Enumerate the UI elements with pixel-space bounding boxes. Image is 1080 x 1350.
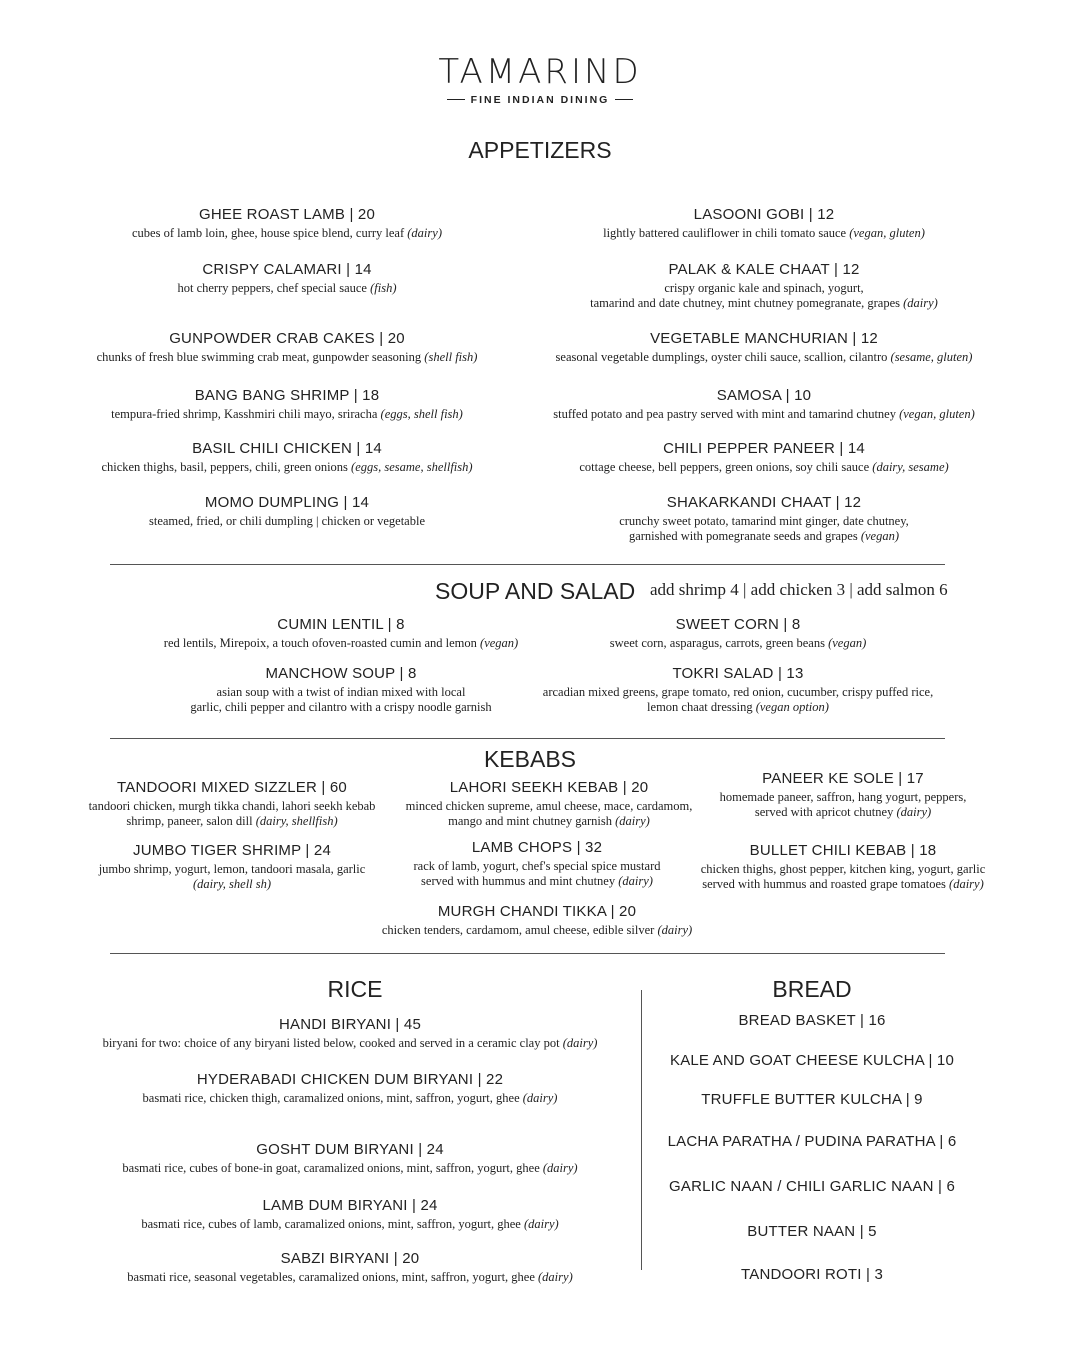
menu-item bbox=[67, 387, 507, 422]
item-dietary-tag: (dairy) bbox=[896, 805, 932, 819]
item-dietary-tag: (vegan) bbox=[480, 636, 519, 650]
item-dietary-tag: (dairy) bbox=[542, 1161, 578, 1175]
item-name: CHILI PEPPER PANEER | 14 bbox=[663, 440, 865, 457]
menu-item bbox=[698, 770, 988, 820]
menu-item bbox=[534, 440, 994, 475]
appetizers-title: APPETIZERS bbox=[468, 137, 612, 163]
item-desc-text: red lentils, Mirepoix, a touch ofoven-roasted cumin and lemon bbox=[163, 636, 477, 650]
item-desc-text: stuffed potato and pea pastry served with mint and tamarind chutney bbox=[553, 407, 896, 421]
item-name: BASIL CHILI CHICKEN | 14 bbox=[192, 440, 382, 457]
rice-bread-divider bbox=[641, 990, 642, 1270]
item-desc bbox=[367, 923, 707, 938]
item-desc-text: jumbo shrimp, yogurt, lemon, tandoori masala, garlic bbox=[98, 862, 366, 876]
tagline-dash-left bbox=[447, 99, 465, 100]
item-desc-text: served with hummus and roasted grape tomatoes bbox=[702, 877, 946, 891]
item-desc bbox=[518, 636, 958, 651]
item-desc bbox=[534, 514, 994, 529]
item-desc-line2 bbox=[698, 805, 988, 820]
menu-item bbox=[534, 261, 994, 311]
item-dietary-tag: (dairy, shellfish) bbox=[255, 814, 338, 828]
item-desc-text: cottage cheese, bell peppers, green onions, soy chili sauce bbox=[579, 460, 870, 474]
brand-tagline: FINE INDIAN DINING bbox=[470, 94, 610, 106]
menu-item bbox=[67, 494, 507, 529]
item-desc-text: crispy organic kale and spinach, yogurt, bbox=[664, 281, 864, 295]
item-dietary-tag: (eggs, sesame, shellfish) bbox=[351, 460, 473, 474]
menu-item bbox=[534, 330, 994, 365]
menu-item bbox=[121, 665, 561, 715]
menu-item bbox=[397, 839, 677, 889]
item-dietary-tag: (dairy, shell sh) bbox=[192, 877, 272, 891]
bread-item: BUTTER NAAN | 5 bbox=[747, 1223, 877, 1240]
menu-item bbox=[67, 206, 507, 241]
item-desc-text: mango and mint chutney garnish bbox=[448, 814, 612, 828]
menu-item bbox=[518, 665, 958, 715]
item-dietary-tag: (vegan, gluten) bbox=[849, 226, 925, 240]
item-name: TOKRI SALAD | 13 bbox=[672, 665, 804, 682]
item-name: MURGH CHANDI TIKKA | 20 bbox=[437, 903, 637, 920]
item-desc bbox=[67, 514, 507, 529]
item-dietary-tag: (dairy) bbox=[538, 1270, 573, 1284]
item-desc-text: hot cherry peppers, chef special sauce bbox=[177, 281, 367, 295]
item-name: GHEE ROAST LAMB | 20 bbox=[198, 206, 375, 223]
item-desc bbox=[534, 350, 994, 365]
menu-item bbox=[394, 779, 704, 829]
item-desc bbox=[70, 1270, 630, 1285]
item-desc-text: homemade paneer, saffron, hang yogurt, peppers, bbox=[719, 790, 967, 804]
item-name: TANDOORI MIXED SIZZLER | 60 bbox=[117, 779, 347, 796]
item-name: LAMB CHOPS | 32 bbox=[471, 839, 603, 856]
item-name: MANCHOW SOUP | 8 bbox=[265, 665, 417, 682]
item-name: LAHORI SEEKH KEBAB | 20 bbox=[449, 779, 649, 796]
bread-item: LACHA PARATHA / PUDINA PARATHA | 6 bbox=[667, 1133, 957, 1150]
menu-item bbox=[67, 261, 507, 296]
menu-item bbox=[121, 616, 561, 651]
brand-logo bbox=[0, 52, 1080, 92]
item-desc-text: rack of lamb, yogurt, chef's special spice mustard bbox=[413, 859, 661, 873]
item-desc bbox=[698, 790, 988, 805]
menu-item bbox=[67, 330, 507, 365]
item-desc bbox=[70, 1091, 630, 1106]
item-desc-line2 bbox=[534, 529, 994, 544]
item-desc-text: shrimp, paneer, salon dill bbox=[126, 814, 253, 828]
item-desc bbox=[67, 226, 507, 241]
item-desc bbox=[77, 862, 387, 877]
item-desc-text: minced chicken supreme, amul cheese, mace, cardamom, bbox=[405, 799, 693, 813]
item-desc-text: tandoori chicken, murgh tikka chandi, lahori seekh kebab bbox=[88, 799, 376, 813]
bread-item: TRUFFLE BUTTER KULCHA | 9 bbox=[701, 1091, 923, 1108]
item-name: PALAK & KALE CHAAT | 12 bbox=[668, 261, 860, 278]
item-desc-text: lightly battered cauliflower in chili tomato sauce bbox=[603, 226, 847, 240]
item-desc bbox=[67, 350, 507, 365]
item-name: SAMOSA | 10 bbox=[716, 387, 812, 404]
rice-title: RICE bbox=[327, 976, 383, 1002]
item-desc bbox=[70, 1217, 630, 1232]
item-dietary-tag: (dairy, sesame) bbox=[872, 460, 949, 474]
menu-item bbox=[534, 206, 994, 241]
item-name: JUMBO TIGER SHRIMP | 24 bbox=[133, 842, 331, 859]
menu-item bbox=[70, 1141, 630, 1176]
item-dietary-tag: (dairy) bbox=[903, 296, 938, 310]
bread-title: BREAD bbox=[772, 976, 852, 1002]
item-name: SHAKARKANDI CHAAT | 12 bbox=[666, 494, 862, 511]
item-name: GUNPOWDER CRAB CAKES | 20 bbox=[169, 330, 405, 347]
item-desc bbox=[534, 226, 994, 241]
item-desc-text: tamarind and date chutney, mint chutney pomegranate, grapes bbox=[590, 296, 900, 310]
menu-item bbox=[67, 440, 507, 475]
item-name: HANDI BIRYANI | 45 bbox=[279, 1016, 421, 1033]
divider-soup-salad bbox=[110, 738, 945, 739]
bread-item: TANDOORI ROTI | 3 bbox=[740, 1266, 884, 1283]
item-desc bbox=[70, 1161, 630, 1176]
item-desc-text: lemon chaat dressing bbox=[647, 700, 753, 714]
menu-item bbox=[693, 842, 993, 892]
item-name: CRISPY CALAMARI | 14 bbox=[202, 261, 372, 278]
menu-item bbox=[70, 1071, 630, 1106]
item-desc-text: chicken tenders, cardamom, amul cheese, edible silver bbox=[381, 923, 655, 937]
menu-item bbox=[367, 903, 707, 938]
item-desc-text: basmati rice, seasonal vegetables, caramalized onions, mint, saffron, yogurt, ghee bbox=[127, 1270, 535, 1284]
kebabs-title: KEBABS bbox=[483, 746, 577, 772]
item-desc-text: biryani for two: choice of any biryani listed below, cooked and served in a ceramic clay pot bbox=[102, 1036, 560, 1050]
item-dietary-tag: (sesame, gluten) bbox=[890, 350, 973, 364]
item-desc-text: served with apricot chutney bbox=[754, 805, 894, 819]
item-desc bbox=[394, 799, 704, 814]
item-dietary-tag: (dairy) bbox=[522, 1091, 558, 1105]
menu-item bbox=[70, 1016, 630, 1051]
item-dietary-tag: (vegan option) bbox=[755, 700, 829, 714]
bread-item: BREAD BASKET | 16 bbox=[738, 1012, 886, 1029]
item-name: BULLET CHILI KEBAB | 18 bbox=[749, 842, 937, 859]
item-name: SWEET CORN | 8 bbox=[675, 616, 801, 633]
item-dietary-tag: (dairy) bbox=[407, 226, 442, 240]
item-name: SABZI BIRYANI | 20 bbox=[280, 1250, 420, 1267]
item-desc bbox=[67, 281, 507, 296]
item-desc-text: served with hummus and mint chutney bbox=[421, 874, 616, 888]
item-desc bbox=[518, 685, 958, 700]
item-desc-line2 bbox=[534, 296, 994, 311]
item-name: LAMB DUM BIRYANI | 24 bbox=[262, 1197, 438, 1214]
menu-item bbox=[534, 387, 994, 422]
brand-tagline-row bbox=[0, 90, 1080, 108]
item-name: BANG BANG SHRIMP | 18 bbox=[194, 387, 380, 404]
tagline-dash-right bbox=[615, 99, 633, 100]
item-dietary-tag: (vegan) bbox=[860, 529, 900, 543]
item-desc-line2 bbox=[394, 814, 704, 829]
item-desc bbox=[693, 862, 993, 877]
item-desc-line2 bbox=[77, 814, 387, 829]
item-dietary-tag: (dairy) bbox=[949, 877, 984, 891]
item-desc bbox=[534, 281, 994, 296]
divider-kebabs bbox=[110, 953, 945, 954]
menu-item bbox=[534, 494, 994, 544]
item-name: MOMO DUMPLING | 14 bbox=[204, 494, 370, 511]
item-name: PANEER KE SOLE | 17 bbox=[762, 770, 924, 787]
item-desc-text: cubes of lamb loin, ghee, house spice blend, curry leaf bbox=[132, 226, 405, 240]
item-name: HYDERABADI CHICKEN DUM BIRYANI | 22 bbox=[196, 1071, 504, 1088]
bread-item: GARLIC NAAN / CHILI GARLIC NAAN | 6 bbox=[669, 1178, 955, 1195]
item-desc-text: garnished with pomegranate seeds and grapes bbox=[628, 529, 858, 543]
item-desc bbox=[77, 799, 387, 814]
menu-item bbox=[70, 1197, 630, 1232]
item-dietary-tag: (vegan) bbox=[828, 636, 867, 650]
divider-appetizers bbox=[110, 564, 945, 565]
item-desc bbox=[70, 1036, 630, 1051]
bread-item: KALE AND GOAT CHEESE KULCHA | 10 bbox=[669, 1052, 954, 1069]
item-dietary-tag: (dairy) bbox=[618, 874, 653, 888]
item-desc-text: arcadian mixed greens, grape tomato, red onion, cucumber, crispy puffed rice, bbox=[542, 685, 934, 699]
item-dietary-tag: (dairy) bbox=[523, 1217, 559, 1231]
item-name: GOSHT DUM BIRYANI | 24 bbox=[256, 1141, 444, 1158]
item-desc-text: chunks of fresh blue swimming crab meat, gunpowder seasoning bbox=[96, 350, 422, 364]
item-dietary-tag: (eggs, shell fish) bbox=[380, 407, 463, 421]
item-desc bbox=[534, 407, 994, 422]
item-desc-text: basmati rice, cubes of bone-in goat, caramalized onions, mint, saffron, yogurt, ghee bbox=[122, 1161, 540, 1175]
item-desc bbox=[534, 460, 994, 475]
menu-item bbox=[77, 842, 387, 892]
item-dietary-tag: (vegan, gluten) bbox=[899, 407, 975, 421]
menu-item bbox=[518, 616, 958, 651]
item-desc-text: sweet corn, asparagus, carrots, green beans bbox=[609, 636, 825, 650]
item-name: LASOONI GOBI | 12 bbox=[693, 206, 835, 223]
menu-item bbox=[70, 1250, 630, 1285]
item-desc-line2 bbox=[397, 874, 677, 889]
item-desc bbox=[121, 636, 561, 651]
item-desc-text: basmati rice, cubes of lamb, caramalized onions, mint, saffron, yogurt, ghee bbox=[141, 1217, 521, 1231]
menu-item bbox=[77, 779, 387, 829]
item-desc-text: chicken thighs, basil, peppers, chili, green onions bbox=[101, 460, 348, 474]
item-dietary-tag: (dairy) bbox=[615, 814, 650, 828]
item-desc-line2 bbox=[121, 700, 561, 715]
item-dietary-tag: (dairy) bbox=[562, 1036, 598, 1050]
item-desc-text: basmati rice, chicken thigh, caramalized onions, mint, saffron, yogurt, ghee bbox=[142, 1091, 520, 1105]
item-desc bbox=[67, 460, 507, 475]
soup-salad-title: SOUP AND SALAD bbox=[435, 578, 636, 604]
item-desc bbox=[397, 859, 677, 874]
item-desc-text: garlic, chili pepper and cilantro with a crispy noodle garnish bbox=[190, 700, 492, 714]
item-desc-text: asian soup with a twist of indian mixed with local bbox=[216, 685, 466, 699]
item-desc-line2 bbox=[77, 877, 387, 892]
item-desc-text: crunchy sweet potato, tamarind mint ginger, date chutney, bbox=[619, 514, 909, 528]
brand-name: TAMARIND bbox=[438, 52, 642, 92]
item-name: VEGETABLE MANCHURIAN | 12 bbox=[650, 330, 878, 347]
item-desc bbox=[67, 407, 507, 422]
item-desc-text: steamed, fried, or chili dumpling | chicken or vegetable bbox=[148, 514, 426, 528]
item-dietary-tag: (shell fish) bbox=[424, 350, 478, 364]
item-desc-text: chicken thighs, ghost pepper, kitchen king, yogurt, garlic bbox=[700, 862, 986, 876]
item-name: CUMIN LENTIL | 8 bbox=[277, 616, 405, 633]
item-desc-text: tempura-fried shrimp, Kasshmiri chili mayo, sriracha bbox=[111, 407, 378, 421]
item-desc bbox=[121, 685, 561, 700]
soup-salad-addons: add shrimp 4 | add chicken 3 | add salmon 6 bbox=[650, 580, 948, 599]
item-dietary-tag: (dairy) bbox=[657, 923, 693, 937]
item-desc-line2 bbox=[693, 877, 993, 892]
item-desc-line2 bbox=[518, 700, 958, 715]
item-desc-text: seasonal vegetable dumplings, oyster chili sauce, scallion, cilantro bbox=[555, 350, 888, 364]
item-dietary-tag: (fish) bbox=[370, 281, 397, 295]
